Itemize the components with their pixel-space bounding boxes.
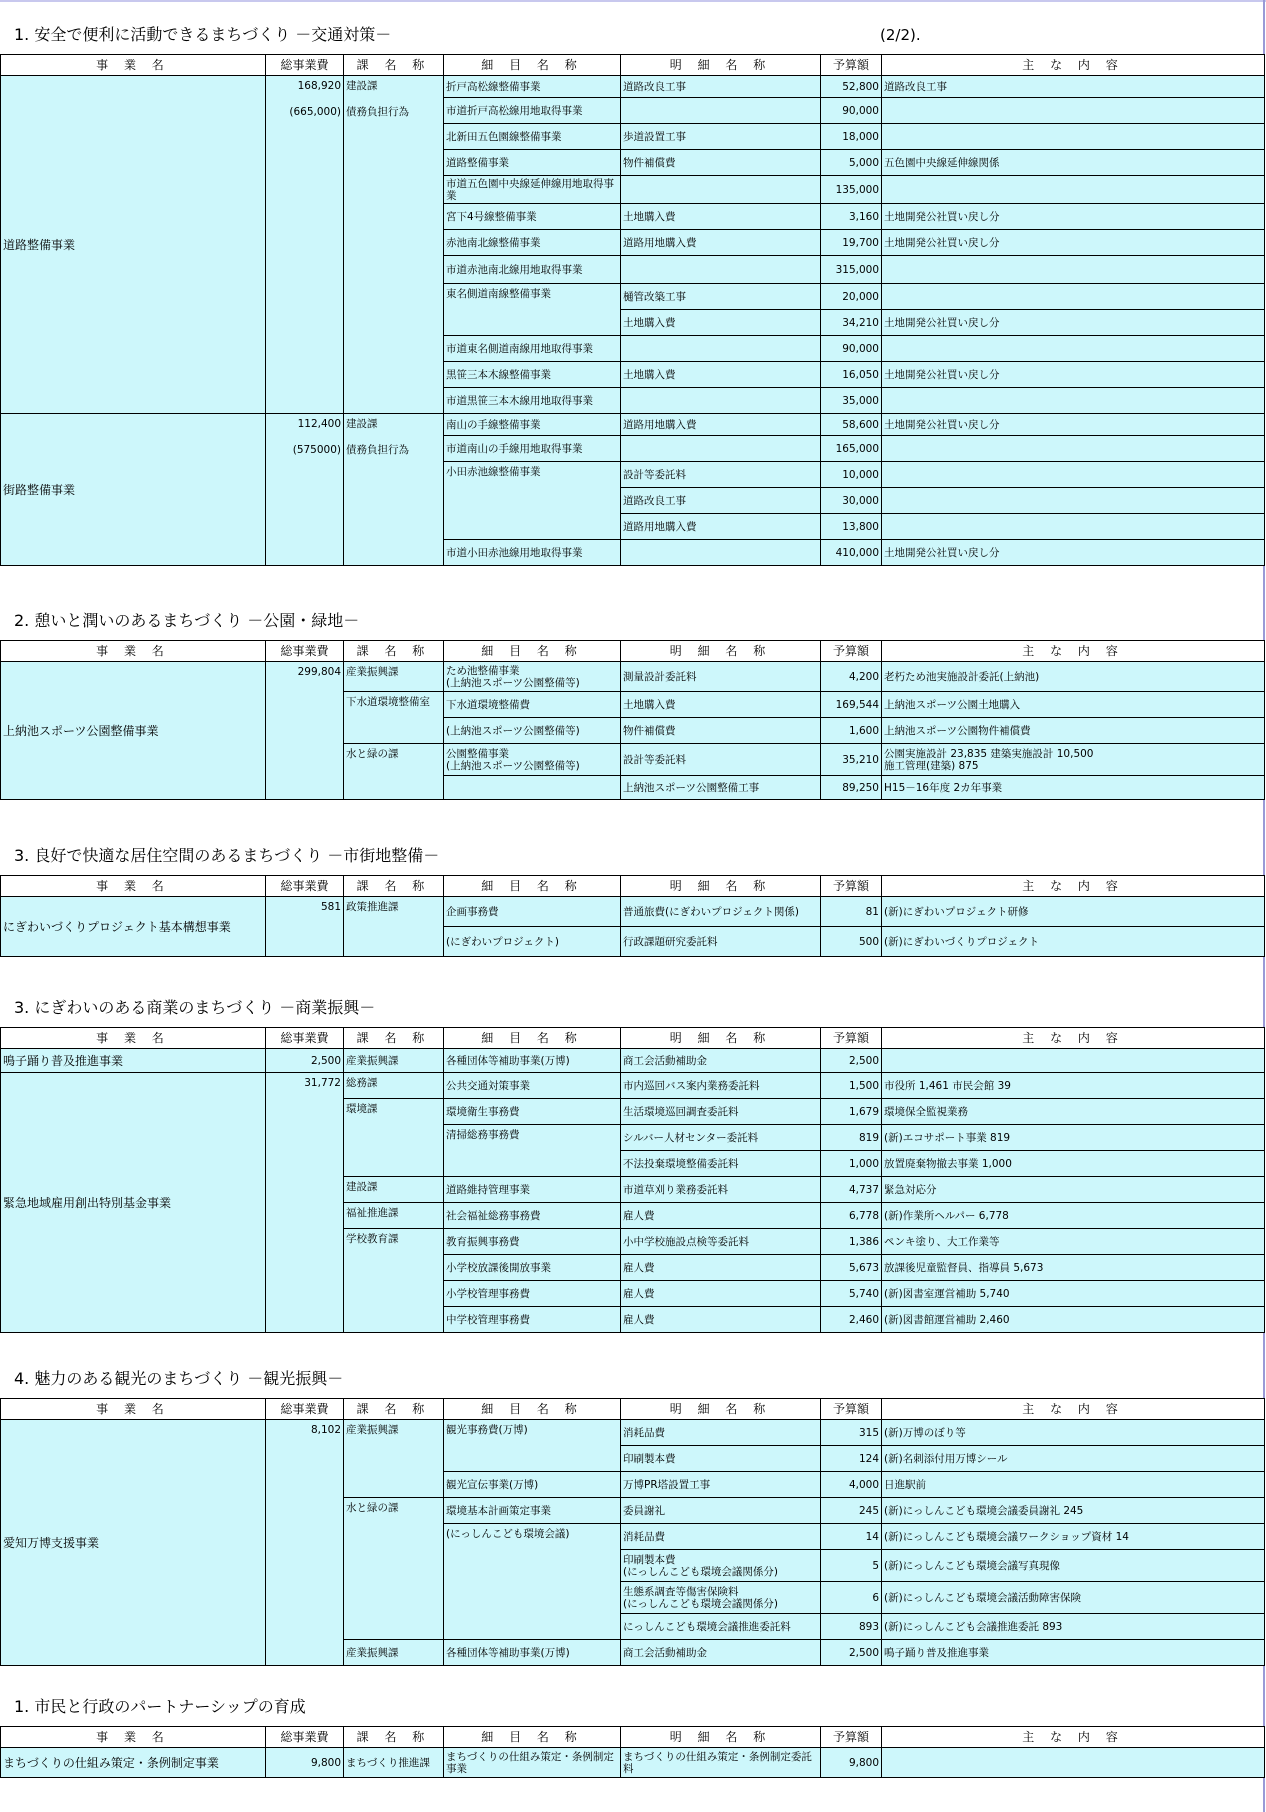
detail-name: 生活環境巡回調査委託料 <box>621 1099 821 1125</box>
header-content: 主 な 内 容 <box>882 641 1265 662</box>
detail-name: 樋管改築工事 <box>621 284 821 310</box>
section-title: 3. 良好で快適な居住空間のあるまちづくり －市街地整備－ <box>14 846 440 865</box>
detail-name: 物件補償費 <box>621 150 821 176</box>
content-text: 上納池スポーツ公園土地購入 <box>882 692 1265 718</box>
header-detail: 明 細 名 称 <box>621 1399 821 1420</box>
budget-amount: 90,000 <box>821 98 882 124</box>
header-detail: 明 細 名 称 <box>621 1028 821 1049</box>
detail-name: 上納池スポーツ公園整備工事 <box>621 776 821 800</box>
budget-amount: 35,000 <box>821 388 882 414</box>
section-title: 1. 安全で便利に活動できるまちづくり －交通対策－ <box>14 25 392 44</box>
item-name: 北新田五色園線整備事業 <box>444 124 621 150</box>
content-text: 土地開発公社買い戻し分 <box>882 362 1265 388</box>
detail-name: 小中学校施設点検等委託料 <box>621 1229 821 1255</box>
dept-name: 産業振興課 <box>344 662 444 692</box>
detail-name: 雇人費 <box>621 1203 821 1229</box>
budget-amount: 169,544 <box>821 692 882 718</box>
header-item: 細 目 名 称 <box>444 55 621 76</box>
project-name: まちづくりの仕組み策定・条例制定事業 <box>1 1748 266 1778</box>
detail-name <box>621 256 821 284</box>
item-name: 公共交通対策事業 <box>444 1073 621 1099</box>
budget-amount: 18,000 <box>821 124 882 150</box>
content-text: (新)図書室運営補助 5,740 <box>882 1281 1265 1307</box>
header-detail: 明 細 名 称 <box>621 876 821 897</box>
project-total <box>266 76 344 414</box>
content-text: 鳴子踊り普及推進事業 <box>882 1640 1265 1666</box>
detail-name: 商工会活動補助金 <box>621 1049 821 1073</box>
item-name: ため池整備事業 (上納池スポーツ公園整備等) <box>444 662 621 692</box>
content-text: 土地開発公社買い戻し分 <box>882 310 1265 336</box>
budget-amount: 20,000 <box>821 284 882 310</box>
detail-name: 消耗品費 <box>621 1420 821 1446</box>
header-total: 総事業費 <box>266 55 344 76</box>
detail-name: 雇人費 <box>621 1307 821 1333</box>
header-content: 主 な 内 容 <box>882 55 1265 76</box>
content-text <box>882 256 1265 284</box>
item-name: 市道赤池南北線用地取得事業 <box>444 256 621 284</box>
detail-name: 設計等委託料 <box>621 744 821 776</box>
content-text: 市役所 1,461 市民会館 39 <box>882 1073 1265 1099</box>
content-text: 放課後児童監督員、指導員 5,673 <box>882 1255 1265 1281</box>
item-name: 中学校管理事務費 <box>444 1307 621 1333</box>
detail-name: 土地購入費 <box>621 310 821 336</box>
header-total: 総事業費 <box>266 641 344 662</box>
header-total: 総事業費 <box>266 876 344 897</box>
header-item: 細 目 名 称 <box>444 1727 621 1748</box>
header-content: 主 な 内 容 <box>882 1727 1265 1748</box>
budget-amount: 16,050 <box>821 362 882 388</box>
budget-amount: 1,500 <box>821 1073 882 1099</box>
item-name: 市道南山の手線用地取得事業 <box>444 436 621 462</box>
header-dept: 課 名 称 <box>344 1727 444 1748</box>
detail-name: 市内巡回バス案内業務委託料 <box>621 1073 821 1099</box>
project-name: 愛知万博支援事業 <box>1 1420 266 1666</box>
detail-name: にっしんこども環境会議推進委託料 <box>621 1614 821 1640</box>
content-text: (新)作業所ヘルパー 6,778 <box>882 1203 1265 1229</box>
project-name: 鳴子踊り普及推進事業 <box>1 1049 266 1073</box>
content-text: (新)にぎわいづくりプロジェクト <box>882 927 1265 957</box>
item-name: 公園整備事業 (上納池スポーツ公園整備等) <box>444 744 621 776</box>
budget-amount: 6,778 <box>821 1203 882 1229</box>
budget-amount: 34,210 <box>821 310 882 336</box>
item-name: 赤池南北線整備事業 <box>444 230 621 256</box>
budget-amount: 3,160 <box>821 204 882 230</box>
budget-table <box>0 54 1265 566</box>
dept-name-value: 建設課 <box>346 80 378 92</box>
item-name: 教育振興事務費 <box>444 1229 621 1255</box>
content-text: (新)にっしんこども環境会議委員謝礼 245 <box>882 1498 1265 1524</box>
content-text: (新)にっしんこども環境会議写真現像 <box>882 1550 1265 1582</box>
budget-amount: 35,210 <box>821 744 882 776</box>
item-name: 市道折戸高松線用地取得事業 <box>444 98 621 124</box>
detail-name: 不法投棄環境整備委託料 <box>621 1151 821 1177</box>
header-dept: 課 名 称 <box>344 641 444 662</box>
header-dept: 課 名 称 <box>344 55 444 76</box>
detail-name: 土地購入費 <box>621 692 821 718</box>
budget-amount: 4,000 <box>821 1472 882 1498</box>
header-budget: 予算額 <box>821 876 882 897</box>
detail-name: 雇人費 <box>621 1255 821 1281</box>
detail-name: 道路改良工事 <box>621 76 821 98</box>
dept-name <box>344 414 444 566</box>
table-row <box>1 1748 1265 1778</box>
budget-amount: 2,500 <box>821 1640 882 1666</box>
budget-amount: 10,000 <box>821 462 882 488</box>
dept-name: 建設課 <box>344 1177 444 1203</box>
detail-name: 普通旅費(にぎわいプロジェクト関係) <box>621 897 821 927</box>
content-text <box>882 176 1265 204</box>
budget-amount: 124 <box>821 1446 882 1472</box>
budget-table <box>0 875 1265 957</box>
dept-name: 総務課 <box>344 1073 444 1099</box>
header-detail: 明 細 名 称 <box>621 55 821 76</box>
detail-name: シルバー人材センター委託料 <box>621 1125 821 1151</box>
debt-commitment-value: (575000) <box>292 444 341 456</box>
content-text: (新)図書館運営補助 2,460 <box>882 1307 1265 1333</box>
detail-name <box>621 98 821 124</box>
content-text: (新)にっしんこども会議推進委託 893 <box>882 1614 1265 1640</box>
header-project: 事 業 名 <box>1 1028 266 1049</box>
budget-amount: 81 <box>821 897 882 927</box>
content-text: 緊急対応分 <box>882 1177 1265 1203</box>
budget-amount: 90,000 <box>821 336 882 362</box>
section-title: 4. 魅力のある観光のまちづくり －観光振興－ <box>14 1369 344 1388</box>
content-text <box>882 336 1265 362</box>
dept-name: 環境課 <box>344 1099 444 1177</box>
item-name: 市道黒笹三本木線用地取得事業 <box>444 388 621 414</box>
item-name: 黒笹三本木線整備事業 <box>444 362 621 388</box>
project-name: にぎわいづくりプロジェクト基本構想事業 <box>1 897 266 957</box>
content-text: ペンキ塗り、大工作業等 <box>882 1229 1265 1255</box>
detail-name <box>621 176 821 204</box>
content-text: 土地開発公社買い戻し分 <box>882 230 1265 256</box>
content-text: 老朽ため池実施設計委託(上納池) <box>882 662 1265 692</box>
budget-amount: 13,800 <box>821 514 882 540</box>
budget-amount: 9,800 <box>821 1748 882 1778</box>
content-text <box>882 462 1265 488</box>
budget-amount: 893 <box>821 1614 882 1640</box>
item-name: 道路整備事業 <box>444 150 621 176</box>
detail-name: 測量設計委託料 <box>621 662 821 692</box>
section-title: 1. 市民と行政のパートナーシップの育成 <box>14 1697 306 1716</box>
item-name: 各種団体等補助事業(万博) <box>444 1640 621 1666</box>
detail-name: 生態系調査等傷害保険料 (にっしんこども環境会議関係分) <box>621 1582 821 1614</box>
debt-commitment-label: 債務負担行為 <box>346 444 409 456</box>
header-item: 細 目 名 称 <box>444 1028 621 1049</box>
project-name: 緊急地域雇用創出特別基金事業 <box>1 1073 266 1333</box>
content-text: 道路改良工事 <box>882 76 1265 98</box>
budget-amount: 315 <box>821 1420 882 1446</box>
header-project: 事 業 名 <box>1 876 266 897</box>
project-total: 9,800 <box>266 1748 344 1778</box>
content-text: 上納池スポーツ公園物件補償費 <box>882 718 1265 744</box>
content-text <box>882 124 1265 150</box>
project-total: 31,772 <box>266 1073 344 1333</box>
header-detail: 明 細 名 称 <box>621 1727 821 1748</box>
header-budget: 予算額 <box>821 1028 882 1049</box>
content-text: H15－16年度 2カ年事業 <box>882 776 1265 800</box>
header-budget: 予算額 <box>821 1399 882 1420</box>
detail-name: 消耗品費 <box>621 1524 821 1550</box>
header-project: 事 業 名 <box>1 1399 266 1420</box>
detail-name: 設計等委託料 <box>621 462 821 488</box>
content-text: (新)にっしんこども環境会議ワークショップ資材 14 <box>882 1524 1265 1550</box>
content-text <box>882 388 1265 414</box>
detail-name: 道路用地購入費 <box>621 414 821 436</box>
item-name: 観光宣伝事業(万博) <box>444 1472 621 1498</box>
budget-amount: 2,460 <box>821 1307 882 1333</box>
page-number: (2/2). <box>880 26 921 44</box>
content-text <box>882 98 1265 124</box>
dept-name: まちづくり推進課 <box>344 1748 444 1778</box>
budget-amount: 2,500 <box>821 1049 882 1073</box>
content-text <box>882 1049 1265 1073</box>
budget-amount: 6 <box>821 1582 882 1614</box>
project-total: 2,500 <box>266 1049 344 1073</box>
header-project: 事 業 名 <box>1 1727 266 1748</box>
budget-amount: 5,740 <box>821 1281 882 1307</box>
detail-name: 土地購入費 <box>621 362 821 388</box>
budget-amount: 410,000 <box>821 540 882 566</box>
item-name: 観光事務費(万博) <box>444 1420 621 1472</box>
debt-commitment-value: (665,000) <box>289 106 341 118</box>
budget-amount: 4,737 <box>821 1177 882 1203</box>
debt-commitment-label: 債務負担行為 <box>346 106 409 118</box>
table-row <box>1 1049 1265 1073</box>
dept-name <box>344 76 444 414</box>
content-text: (新)エコサポート事業 819 <box>882 1125 1265 1151</box>
project-name: 街路整備事業 <box>1 414 266 566</box>
header-budget: 予算額 <box>821 55 882 76</box>
table-row <box>1 1420 1265 1446</box>
content-text <box>882 1748 1265 1778</box>
item-name: 小田赤池線整備事業 <box>444 462 621 540</box>
item-name: 企画事務費 <box>444 897 621 927</box>
content-text: (新)にっしんこども環境会議活動障害保険 <box>882 1582 1265 1614</box>
content-text: (新)にぎわいプロジェクト研修 <box>882 897 1265 927</box>
content-text: 土地開発公社買い戻し分 <box>882 204 1265 230</box>
table-row <box>1 897 1265 927</box>
header-dept: 課 名 称 <box>344 1028 444 1049</box>
header-total: 総事業費 <box>266 1399 344 1420</box>
dept-name: 産業振興課 <box>344 1420 444 1498</box>
project-total <box>266 414 344 566</box>
budget-amount: 14 <box>821 1524 882 1550</box>
header-detail: 明 細 名 称 <box>621 641 821 662</box>
detail-name: 道路用地購入費 <box>621 514 821 540</box>
budget-amount: 58,600 <box>821 414 882 436</box>
detail-name: 委員謝礼 <box>621 1498 821 1524</box>
item-name: 市道五色園中央線延伸線用地取得事業 <box>444 176 621 204</box>
detail-name: まちづくりの仕組み策定・条例制定委託料 <box>621 1748 821 1778</box>
content-text <box>882 514 1265 540</box>
project-total: 299,804 <box>266 662 344 800</box>
item-name: 道路維持管理事業 <box>444 1177 621 1203</box>
budget-amount: 89,250 <box>821 776 882 800</box>
detail-name: 行政課題研究委託料 <box>621 927 821 957</box>
dept-name: 福祉推進課 <box>344 1203 444 1229</box>
detail-name <box>621 336 821 362</box>
budget-table <box>0 1027 1265 1333</box>
header-item: 細 目 名 称 <box>444 876 621 897</box>
item-name: 市道東名側道南線用地取得事業 <box>444 336 621 362</box>
item-name: 折戸高松線整備事業 <box>444 76 621 98</box>
header-total: 総事業費 <box>266 1727 344 1748</box>
header-project: 事 業 名 <box>1 641 266 662</box>
detail-name: 雇人費 <box>621 1281 821 1307</box>
dept-name: 産業振興課 <box>344 1640 444 1666</box>
item-name: (にっしんこども環境会議) <box>444 1524 621 1640</box>
budget-amount: 5,000 <box>821 150 882 176</box>
header-project: 事 業 名 <box>1 55 266 76</box>
budget-amount: 1,679 <box>821 1099 882 1125</box>
budget-amount: 30,000 <box>821 488 882 514</box>
project-total: 8,102 <box>266 1420 344 1666</box>
section-title: 3. にぎわいのある商業のまちづくり －商業振興－ <box>14 998 376 1017</box>
project-total-value: 168,920 <box>297 80 341 92</box>
budget-table <box>0 640 1265 800</box>
item-name: 社会福祉総務事務費 <box>444 1203 621 1229</box>
header-budget: 予算額 <box>821 641 882 662</box>
dept-name: 政策推進課 <box>344 897 444 957</box>
item-name: 南山の手線整備事業 <box>444 414 621 436</box>
detail-name: 物件補償費 <box>621 718 821 744</box>
content-text <box>882 436 1265 462</box>
budget-amount: 19,700 <box>821 230 882 256</box>
budget-amount: 135,000 <box>821 176 882 204</box>
budget-amount: 1,386 <box>821 1229 882 1255</box>
dept-name: 水と緑の課 <box>344 744 444 800</box>
budget-table <box>0 1398 1265 1666</box>
table-row <box>1 414 1265 436</box>
header-dept: 課 名 称 <box>344 876 444 897</box>
detail-name <box>621 540 821 566</box>
project-name: 上納池スポーツ公園整備事業 <box>1 662 266 800</box>
content-text: 日進駅前 <box>882 1472 1265 1498</box>
item-name: 小学校管理事務費 <box>444 1281 621 1307</box>
item-name: 小学校放課後開放事業 <box>444 1255 621 1281</box>
detail-name: 万博PR塔設置工事 <box>621 1472 821 1498</box>
content-text: 環境保全監視業務 <box>882 1099 1265 1125</box>
item-name: 市道小田赤池線用地取得事業 <box>444 540 621 566</box>
table-row <box>1 76 1265 98</box>
detail-name: 歩道設置工事 <box>621 124 821 150</box>
item-name: 東名側道南線整備事業 <box>444 284 621 336</box>
item-name: (にぎわいプロジェクト) <box>444 927 621 957</box>
detail-name: 土地購入費 <box>621 204 821 230</box>
content-text: (新)万博のぼり等 <box>882 1420 1265 1446</box>
header-content: 主 な 内 容 <box>882 876 1265 897</box>
dept-name: 学校教育課 <box>344 1229 444 1333</box>
project-total-value: 112,400 <box>297 418 341 430</box>
detail-name: 道路用地購入費 <box>621 230 821 256</box>
budget-amount: 1,000 <box>821 1151 882 1177</box>
budget-amount: 1,600 <box>821 718 882 744</box>
item-name: 宮下4号線整備事業 <box>444 204 621 230</box>
item-name: 環境基本計画策定事業 <box>444 1498 621 1524</box>
header-content: 主 な 内 容 <box>882 1399 1265 1420</box>
item-name: 清掃総務事務費 <box>444 1125 621 1177</box>
budget-amount: 5 <box>821 1550 882 1582</box>
content-text: 五色園中央線延伸線関係 <box>882 150 1265 176</box>
detail-name <box>621 436 821 462</box>
budget-amount: 500 <box>821 927 882 957</box>
content-text: 土地開発公社買い戻し分 <box>882 414 1265 436</box>
project-total: 581 <box>266 897 344 957</box>
header-total: 総事業費 <box>266 1028 344 1049</box>
budget-amount: 5,673 <box>821 1255 882 1281</box>
project-name: 道路整備事業 <box>1 76 266 414</box>
content-text: (新)名刺添付用万博シール <box>882 1446 1265 1472</box>
budget-amount: 245 <box>821 1498 882 1524</box>
header-item: 細 目 名 称 <box>444 1399 621 1420</box>
item-name: 下水道環境整備費 <box>444 692 621 718</box>
detail-name: 道路改良工事 <box>621 488 821 514</box>
item-name <box>444 776 621 800</box>
header-content: 主 な 内 容 <box>882 1028 1265 1049</box>
item-name: (上納池スポーツ公園整備等) <box>444 718 621 744</box>
header-dept: 課 名 称 <box>344 1399 444 1420</box>
content-text <box>882 284 1265 310</box>
budget-amount: 52,800 <box>821 76 882 98</box>
content-text: 放置廃棄物撤去事業 1,000 <box>882 1151 1265 1177</box>
content-text <box>882 488 1265 514</box>
detail-name: 印刷製本費 (にっしんこども環境会議関係分) <box>621 1550 821 1582</box>
header-budget: 予算額 <box>821 1727 882 1748</box>
dept-name: 産業振興課 <box>344 1049 444 1073</box>
budget-table <box>0 1726 1265 1778</box>
section-title: 2. 憩いと潤いのあるまちづくり －公園・緑地－ <box>14 611 360 630</box>
detail-name: 商工会活動補助金 <box>621 1640 821 1666</box>
dept-name: 下水道環境整備室 <box>344 692 444 744</box>
budget-amount: 315,000 <box>821 256 882 284</box>
budget-amount: 165,000 <box>821 436 882 462</box>
content-text: 公園実施設計 23,835 建築実施設計 10,500 施工管理(建築) 875 <box>882 744 1265 776</box>
table-row <box>1 1073 1265 1099</box>
detail-name: 市道草刈り業務委託料 <box>621 1177 821 1203</box>
item-name: 環境衛生事務費 <box>444 1099 621 1125</box>
window-top-edge <box>0 0 1266 2</box>
header-item: 細 目 名 称 <box>444 641 621 662</box>
dept-name: 水と緑の課 <box>344 1498 444 1640</box>
item-name: 各種団体等補助事業(万博) <box>444 1049 621 1073</box>
table-row <box>1 662 1265 692</box>
dept-name-value: 建設課 <box>346 418 378 430</box>
content-text: 土地開発公社買い戻し分 <box>882 540 1265 566</box>
detail-name: 印刷製本費 <box>621 1446 821 1472</box>
budget-amount: 819 <box>821 1125 882 1151</box>
item-name: まちづくりの仕組み策定・条例制定事業 <box>444 1748 621 1778</box>
detail-name <box>621 388 821 414</box>
budget-amount: 4,200 <box>821 662 882 692</box>
